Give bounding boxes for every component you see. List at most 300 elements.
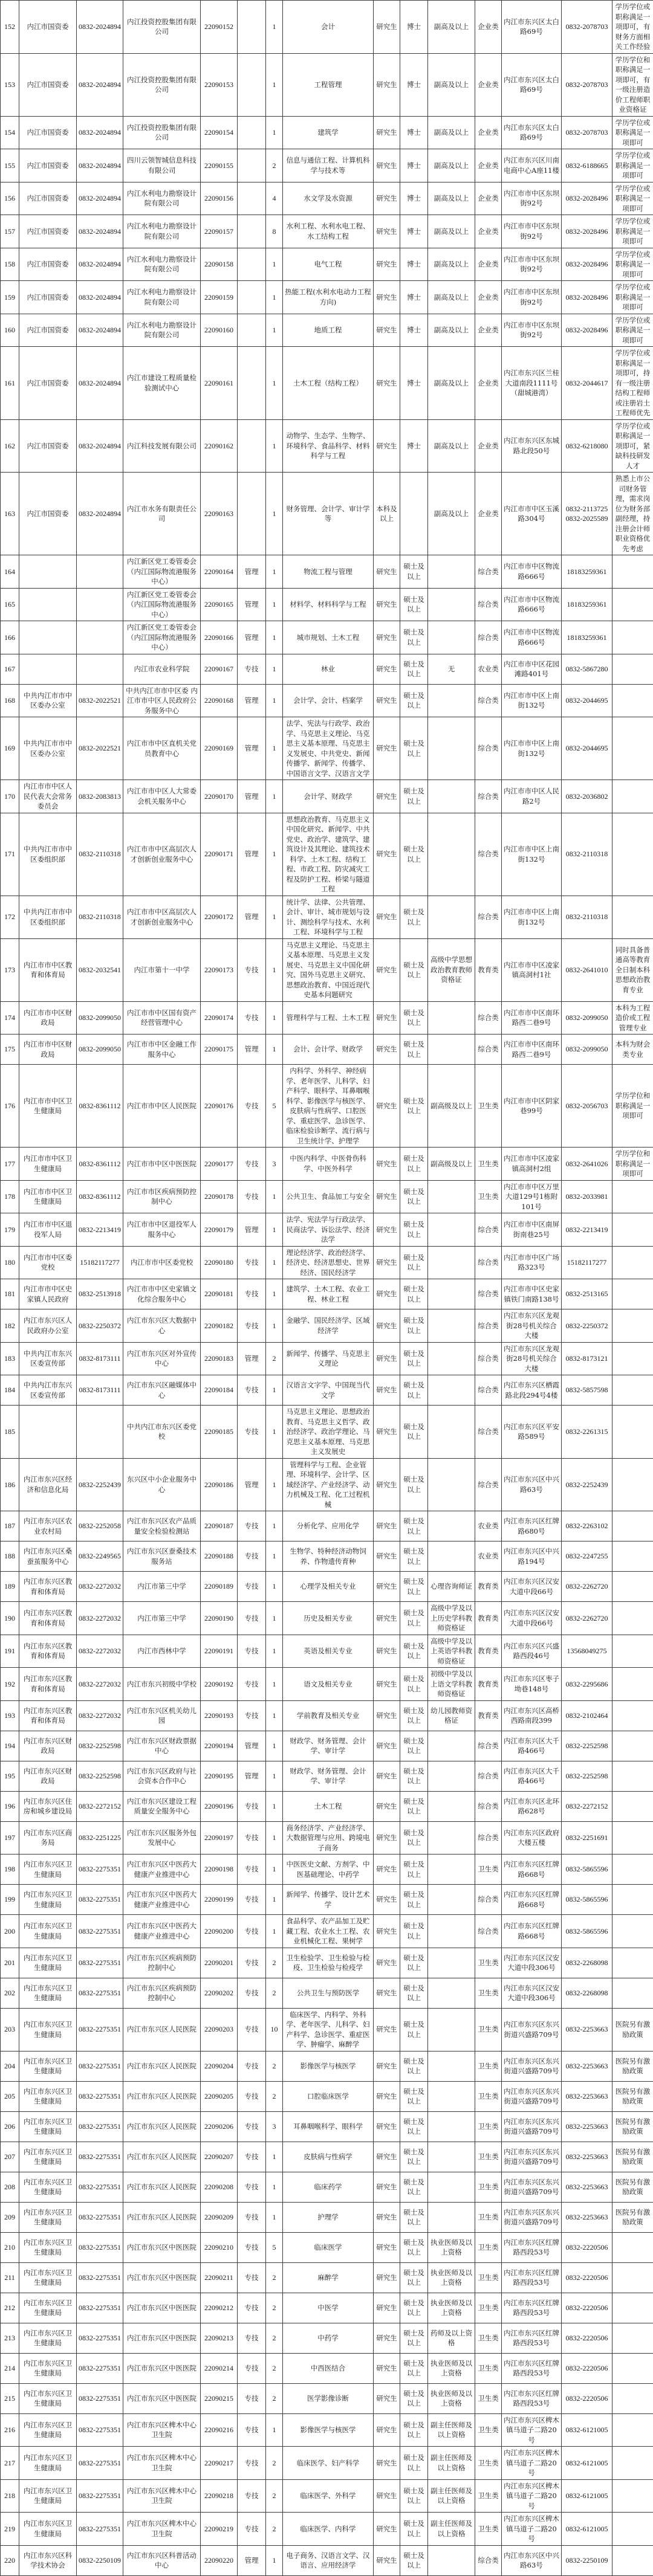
position-type: 专技 (238, 1885, 266, 1915)
position-code: 22090168 (201, 684, 238, 717)
category: 企业类 (475, 248, 502, 281)
education: 研究生 (374, 938, 400, 1001)
position-code: 22090189 (201, 1572, 238, 1602)
major: 管理科学与工程、土木工程 (283, 1001, 374, 1035)
major: 中医医史文献、方剂学、中医基础理论、中药学 (283, 1855, 374, 1885)
education: 研究生 (374, 1855, 400, 1885)
contact-phone: 0832-2263102 (562, 1511, 612, 1541)
supervising-dept: 内江市国资委 (19, 116, 77, 149)
headcount: 1 (266, 1761, 283, 1791)
professional-title (428, 1761, 475, 1791)
degree: 硕士及以上 (400, 1035, 428, 1065)
hiring-unit: 内江市市中区金融工作服务中心 (123, 1035, 201, 1065)
education: 研究生 (374, 2413, 400, 2447)
professional-title (428, 684, 475, 717)
position-code: 22090208 (201, 2172, 238, 2202)
address: 内江市市中区南环路西二巷9号 (502, 1001, 562, 1035)
contact-phone: 0832-2250109 (562, 2545, 612, 2575)
major: 临床医学、内科学、外科学、老年医学、儿科学、妇产科学、急诊医学、重症医学、肿瘤学、麻醉学 (283, 2008, 374, 2051)
remark: 学历学位或职称满足一项即可，有财务方面相关工作经验 (612, 1, 653, 54)
headcount: 1 (266, 2545, 283, 2575)
address: 内江市市中区南屏街南巷25号 (502, 1213, 562, 1247)
dept-phone: 0832-2275351 (77, 2513, 123, 2546)
hiring-unit: 内江市东兴区中医医院 (123, 2232, 201, 2262)
dept-phone: 0832-2275351 (77, 1948, 123, 1978)
degree: 博士 (400, 116, 428, 149)
degree: 硕士及以上 (400, 1635, 428, 1668)
degree: 博士 (400, 419, 428, 473)
education: 研究生 (374, 248, 400, 281)
address: 内江市市中区上南街132号 (502, 717, 562, 780)
category: 卫生类 (475, 2353, 502, 2383)
position-code: 22090188 (201, 1541, 238, 1572)
position-type: 专技 (238, 2513, 266, 2546)
supervising-dept: 内江市国资委 (19, 281, 77, 314)
headcount: 1 (266, 813, 283, 896)
dept-phone: 0832-2252058 (77, 1511, 123, 1541)
remark (612, 2513, 653, 2546)
position-code: 22090183 (201, 1342, 238, 1375)
dept-phone: 0832-2275351 (77, 2232, 123, 2262)
table-row (1, 1180, 653, 1213)
major: 麻醉学 (283, 2262, 374, 2293)
contact-phone: 0832-2078703 (562, 1, 612, 54)
category: 综合类 (475, 1001, 502, 1035)
row-number: 218 (1, 2479, 19, 2513)
contact-phone: 0832-2078703 (562, 116, 612, 149)
headcount: 10 (266, 2008, 283, 2051)
position-type: 专技 (238, 1375, 266, 1406)
major: 学前教育及相关专业 (283, 1700, 374, 1731)
supervising-dept: 内江市东兴区卫生健康局 (19, 2142, 77, 2172)
position-type (238, 215, 266, 248)
supervising-dept: 内江市东兴区卫生健康局 (19, 1915, 77, 1948)
row-number: 184 (1, 1375, 19, 1406)
hiring-unit: 内江水利电力勘察设计院有限公司 (123, 215, 201, 248)
category: 企业类 (475, 149, 502, 182)
education: 研究生 (374, 1791, 400, 1821)
degree: 硕士及以上 (400, 1948, 428, 1978)
position-code: 22090156 (201, 182, 238, 215)
supervising-dept: 内江市国资委 (19, 1, 77, 54)
supervising-dept: 内江市东兴区卫生健康局 (19, 2293, 77, 2323)
professional-title: 执业医师及以上资格 (428, 2262, 475, 2293)
category: 企业类 (475, 182, 502, 215)
row-number: 204 (1, 2051, 19, 2081)
contact-phone: 15182117277 (562, 1246, 612, 1279)
supervising-dept: 内江市东兴区卫生健康局 (19, 2383, 77, 2413)
contact-phone: 0832-2220506 (562, 2353, 612, 2383)
major: 新闻学、传播学、马克思主义理论 (283, 1342, 374, 1375)
position-code: 22090210 (201, 2232, 238, 2262)
position-type: 专技 (238, 2202, 266, 2232)
remark (612, 684, 653, 717)
contact-phone: 0832-2268098 (562, 1948, 612, 1978)
contact-phone: 0832-2247255 (562, 1541, 612, 1572)
category: 卫生类 (475, 1978, 502, 2008)
position-type: 专技 (238, 1668, 266, 1701)
category: 卫生类 (475, 1180, 502, 1213)
degree: 硕士及以上 (400, 684, 428, 717)
row-number: 207 (1, 2142, 19, 2172)
education: 研究生 (374, 2479, 400, 2513)
dept-phone: 0832-2275351 (77, 1915, 123, 1948)
position-code: 22090197 (201, 1821, 238, 1855)
table-row (1, 1731, 653, 1761)
supervising-dept: 内江市东兴区教育和体育局 (19, 1602, 77, 1635)
table-row (1, 116, 653, 149)
headcount: 1 (266, 1035, 283, 1065)
degree: 硕士及以上 (400, 1572, 428, 1602)
row-number: 179 (1, 1213, 19, 1247)
remark: 医院另有激励政策 (612, 2172, 653, 2202)
table-row (1, 473, 653, 555)
row-number: 193 (1, 1700, 19, 1731)
supervising-dept: 中共内江市市中区委办公室 (19, 717, 77, 780)
education: 研究生 (374, 2545, 400, 2575)
headcount: 1 (266, 1668, 283, 1701)
address: 内江市东兴区红牌路668号 (502, 1885, 562, 1915)
headcount: 2 (266, 2353, 283, 2383)
row-number: 168 (1, 684, 19, 717)
address: 内江市东兴区栖霞路北段294号4楼 (502, 1375, 562, 1406)
row-number: 169 (1, 717, 19, 780)
remark: 学历学位或职称满足一项即可 (612, 248, 653, 281)
remark: 学历学位或职称满足一项即可 (612, 281, 653, 314)
contact-phone: 0832-6188665 (562, 149, 612, 182)
table-row (1, 1700, 653, 1731)
major: 皮肤病与性病学 (283, 2142, 374, 2172)
position-code: 22090215 (201, 2383, 238, 2413)
dept-phone: 0832-2275351 (77, 2051, 123, 2081)
degree: 博士 (400, 248, 428, 281)
position-code: 22090186 (201, 1458, 238, 1511)
position-type: 专技 (238, 1821, 266, 1855)
headcount: 1 (266, 2413, 283, 2447)
address: 内江市东兴区红牌路西段53号 (502, 2293, 562, 2323)
remark (612, 1342, 653, 1375)
supervising-dept: 内江市市中区卫生健康局 (19, 1148, 77, 1181)
degree: 硕士及以上 (400, 1213, 428, 1247)
position-code: 22090213 (201, 2323, 238, 2353)
headcount: 1 (266, 1855, 283, 1885)
position-type: 专技 (238, 2353, 266, 2383)
table-row (1, 2111, 653, 2142)
address: 内江市东兴区太白路69号 (502, 53, 562, 116)
headcount: 1 (266, 116, 283, 149)
position-code: 22090172 (201, 896, 238, 938)
remark (612, 1761, 653, 1791)
degree: 博士 (400, 347, 428, 420)
professional-title: 执业医师及以上资格 (428, 2293, 475, 2323)
professional-title (428, 2081, 475, 2111)
table-row (1, 347, 653, 420)
degree: 硕士及以上 (400, 621, 428, 654)
position-code: 22090155 (201, 149, 238, 182)
education: 研究生 (374, 555, 400, 589)
supervising-dept: 内江市东兴区卫生健康局 (19, 1855, 77, 1885)
education: 研究生 (374, 1761, 400, 1791)
contact-phone: 0832-2253663 (562, 2008, 612, 2051)
row-number: 182 (1, 1309, 19, 1343)
supervising-dept: 内江市东兴区卫生健康局 (19, 2413, 77, 2447)
supervising-dept: 内江市东兴区卫生健康局 (19, 2202, 77, 2232)
position-code: 22090216 (201, 2413, 238, 2447)
education: 研究生 (374, 1668, 400, 1701)
education: 研究生 (374, 1602, 400, 1635)
category: 卫生类 (475, 2447, 502, 2480)
address: 内江市市中区上南街132号 (502, 896, 562, 938)
supervising-dept: 内江市东兴区卫生健康局 (19, 2353, 77, 2383)
hiring-unit: 内江市东兴区人民医院 (123, 2202, 201, 2232)
professional-title (428, 1309, 475, 1343)
position-type: 专技 (238, 2142, 266, 2172)
remark: 学历学位或职称满足一项即可，紧缺科技研发人才 (612, 419, 653, 473)
major: 分析化学、应用化学 (283, 1511, 374, 1541)
major: 财政学、财务管理、会计学、审计学 (283, 1731, 374, 1761)
row-number: 189 (1, 1572, 19, 1602)
education: 研究生 (374, 1572, 400, 1602)
category: 企业类 (475, 53, 502, 116)
headcount: 1 (266, 555, 283, 589)
table-row (1, 2081, 653, 2111)
education: 研究生 (374, 2142, 400, 2172)
dept-phone: 0832-2110318 (77, 896, 123, 938)
position-code: 22090199 (201, 1885, 238, 1915)
hiring-unit: 内江市东兴区机关幼儿园 (123, 1700, 201, 1731)
headcount: 1 (266, 2202, 283, 2232)
headcount: 1 (266, 1, 283, 54)
remark: 熟悉上市公司财务管理，需求岗位为财务部副经理，持注册会计师职业资格优先考虑 (612, 473, 653, 555)
headcount: 1 (266, 53, 283, 116)
position-code: 22090173 (201, 938, 238, 1001)
contact-phone: 0832-2253663 (562, 2172, 612, 2202)
remark (612, 1458, 653, 1511)
headcount: 2 (266, 1342, 283, 1375)
dept-phone: 0832-2252598 (77, 1731, 123, 1761)
address: 内江市东兴区红牌路西段53号 (502, 2232, 562, 2262)
education: 研究生 (374, 2008, 400, 2051)
row-number: 220 (1, 2545, 19, 2575)
position-type: 专技 (238, 2323, 266, 2353)
row-number: 213 (1, 2323, 19, 2353)
education: 研究生 (374, 1213, 400, 1247)
address: 内江市东兴区北环路628号 (502, 1791, 562, 1821)
dept-phone: 0832-2249565 (77, 1541, 123, 1572)
position-type: 专技 (238, 2232, 266, 2262)
supervising-dept: 内江市国资委 (19, 53, 77, 116)
address: 内江市市中区东坝街92号 (502, 248, 562, 281)
remark: 同时具备普通高等教育全日制本科思想政治教育专业 (612, 938, 653, 1001)
dept-phone: 0832-2024894 (77, 116, 123, 149)
row-number: 157 (1, 215, 19, 248)
category: 综合类 (475, 1458, 502, 1511)
address: 内江市市中区花园滩路401号 (502, 654, 562, 684)
supervising-dept (19, 654, 77, 684)
row-number: 214 (1, 2353, 19, 2383)
hiring-unit: 中共内江市东兴区委党校 (123, 1406, 201, 1459)
address: 内江市东兴区东兴街道兴盛路709号 (502, 2142, 562, 2172)
headcount: 1 (266, 1635, 283, 1668)
major: 建筑学、土木工程、农业工程、林业工程 (283, 1279, 374, 1309)
position-code: 22090180 (201, 1246, 238, 1279)
position-code: 22090202 (201, 1978, 238, 2008)
position-type: 管理 (238, 1213, 266, 1247)
supervising-dept: 内江市市中区财政局 (19, 1001, 77, 1035)
position-code: 22090203 (201, 2008, 238, 2051)
table-row (1, 1035, 653, 1065)
degree: 硕士及以上 (400, 555, 428, 589)
education: 本科及以上 (374, 473, 400, 555)
position-code: 22090166 (201, 621, 238, 654)
headcount: 1 (266, 1572, 283, 1602)
table-row (1, 1511, 653, 1541)
row-number: 177 (1, 1148, 19, 1181)
row-number: 153 (1, 53, 19, 116)
hiring-unit: 内江市农业科学院 (123, 654, 201, 684)
headcount: 1 (266, 1821, 283, 1855)
table-row (1, 2513, 653, 2546)
professional-title (428, 1246, 475, 1279)
education: 研究生 (374, 621, 400, 654)
remark (612, 1731, 653, 1761)
position-code: 22090205 (201, 2081, 238, 2111)
supervising-dept: 中共内江市东兴区委宣传部 (19, 1342, 77, 1375)
degree: 硕士及以上 (400, 717, 428, 780)
address: 内江市市中区东坝街92号 (502, 281, 562, 314)
contact-phone: 0832-2253663 (562, 2051, 612, 2081)
address: 内江市东兴区东城路北段50号 (502, 419, 562, 473)
table-row (1, 1602, 653, 1635)
table-row (1, 2413, 653, 2447)
supervising-dept: 内江市东兴区卫生健康局 (19, 2232, 77, 2262)
professional-title (428, 1001, 475, 1035)
position-code: 22090160 (201, 314, 238, 347)
position-code: 22090157 (201, 215, 238, 248)
education: 研究生 (374, 2262, 400, 2293)
contact-phone: 0832-6121005 (562, 2413, 612, 2447)
remark (612, 1915, 653, 1948)
position-type (238, 149, 266, 182)
category: 企业类 (475, 116, 502, 149)
address: 内江市东兴区汉安大道中段66号 (502, 1572, 562, 1602)
remark (612, 1309, 653, 1343)
supervising-dept: 内江市市中区委党校 (19, 1246, 77, 1279)
row-number: 183 (1, 1342, 19, 1375)
remark: 学历学位和职称满足一项即可，有一级注册造价工程师职业资格证 (612, 53, 653, 116)
table-row (1, 2202, 653, 2232)
hiring-unit: 内江投资控股集团有限公司 (123, 116, 201, 149)
dept-phone: 0832-2275351 (77, 2479, 123, 2513)
category: 卫生类 (475, 2111, 502, 2142)
education: 研究生 (374, 684, 400, 717)
major: 影像医学与核医学 (283, 2413, 374, 2447)
position-type: 管理 (238, 588, 266, 621)
supervising-dept: 内江市东兴区卫生健康局 (19, 1948, 77, 1978)
major: 物流工程与管理 (283, 555, 374, 589)
address: 内江市市中区上南街132号 (502, 813, 562, 896)
professional-title (428, 1458, 475, 1511)
address: 内江市东兴区兰桂大道南段1111号（甜城港湾） (502, 347, 562, 420)
major: 心理学及相关专业 (283, 1572, 374, 1602)
hiring-unit: 四川云领智城信息科技有限公司 (123, 149, 201, 182)
education: 研究生 (374, 1001, 400, 1035)
professional-title (428, 1541, 475, 1572)
row-number: 167 (1, 654, 19, 684)
headcount: 1 (266, 1180, 283, 1213)
table-row (1, 1213, 653, 1247)
row-number: 162 (1, 419, 19, 473)
table-row (1, 1065, 653, 1148)
degree: 硕士及以上 (400, 1511, 428, 1541)
position-type (238, 248, 266, 281)
remark (612, 1213, 653, 1247)
category: 教育类 (475, 1700, 502, 1731)
professional-title (428, 2202, 475, 2232)
position-type: 管理 (238, 717, 266, 780)
education: 研究生 (374, 1700, 400, 1731)
professional-title: 副主任医师及以上资格 (428, 2479, 475, 2513)
major: 会计 (283, 1, 374, 54)
position-code: 22090182 (201, 1309, 238, 1343)
education: 研究生 (374, 813, 400, 896)
position-type (238, 281, 266, 314)
degree: 硕士及以上 (400, 2262, 428, 2293)
row-number: 217 (1, 2447, 19, 2480)
position-type: 专技 (238, 2172, 266, 2202)
supervising-dept: 内江市市中区人民代表大会常务委员会 (19, 780, 77, 813)
address: 内江市东兴区中兴路194号 (502, 1541, 562, 1572)
supervising-dept: 内江市东兴区卫生健康局 (19, 2262, 77, 2293)
supervising-dept: 内江市东兴区卫生健康局 (19, 2008, 77, 2051)
remark: 学历学位或职称满足一项即可，持有一级注册结构工程师或注册岩土工程师优先 (612, 347, 653, 420)
remark (612, 1885, 653, 1915)
dept-phone (77, 654, 123, 684)
table-row (1, 1148, 653, 1181)
professional-title (428, 2111, 475, 2142)
address: 内江市市中区广场路323号 (502, 1246, 562, 1279)
position-code: 22090184 (201, 1375, 238, 1406)
dept-phone: 0832-2275351 (77, 2111, 123, 2142)
headcount: 1 (266, 684, 283, 717)
position-code: 22090158 (201, 248, 238, 281)
remark: 学历学位和职称满足一项即可 (612, 1148, 653, 1181)
headcount: 2 (266, 149, 283, 182)
position-type: 专技 (238, 1246, 266, 1279)
address: 内江市东兴区龙观街28号机关综合大楼 (502, 1342, 562, 1375)
headcount: 1 (266, 1915, 283, 1948)
row-number: 219 (1, 2513, 19, 2546)
contact-phone: 0832-2102464 (562, 1700, 612, 1731)
hiring-unit: 内江市第三中学 (123, 1602, 201, 1635)
category: 教育类 (475, 1572, 502, 1602)
position-type: 专技 (238, 1180, 266, 1213)
degree: 硕士及以上 (400, 1731, 428, 1761)
dept-phone (77, 555, 123, 589)
dept-phone: 0832-2272032 (77, 1700, 123, 1731)
major: 法学、宪法学与行政法学、民商法学、诉讼法学、经济法学 (283, 1213, 374, 1247)
hiring-unit: 内江市东兴区中医药大健康产业推进中心 (123, 1885, 201, 1915)
education: 研究生 (374, 2202, 400, 2232)
dept-phone (77, 621, 123, 654)
major: 英语及相关专业 (283, 1635, 374, 1668)
professional-title (428, 588, 475, 621)
headcount: 1 (266, 1246, 283, 1279)
address: 内江市市中区凌家镇高洞村1社 (502, 938, 562, 1001)
contact-phone: 0832-6218080 (562, 419, 612, 473)
category: 综合类 (475, 1213, 502, 1247)
professional-title: 高级中学及以上英语学科教师资格证 (428, 1635, 475, 1668)
